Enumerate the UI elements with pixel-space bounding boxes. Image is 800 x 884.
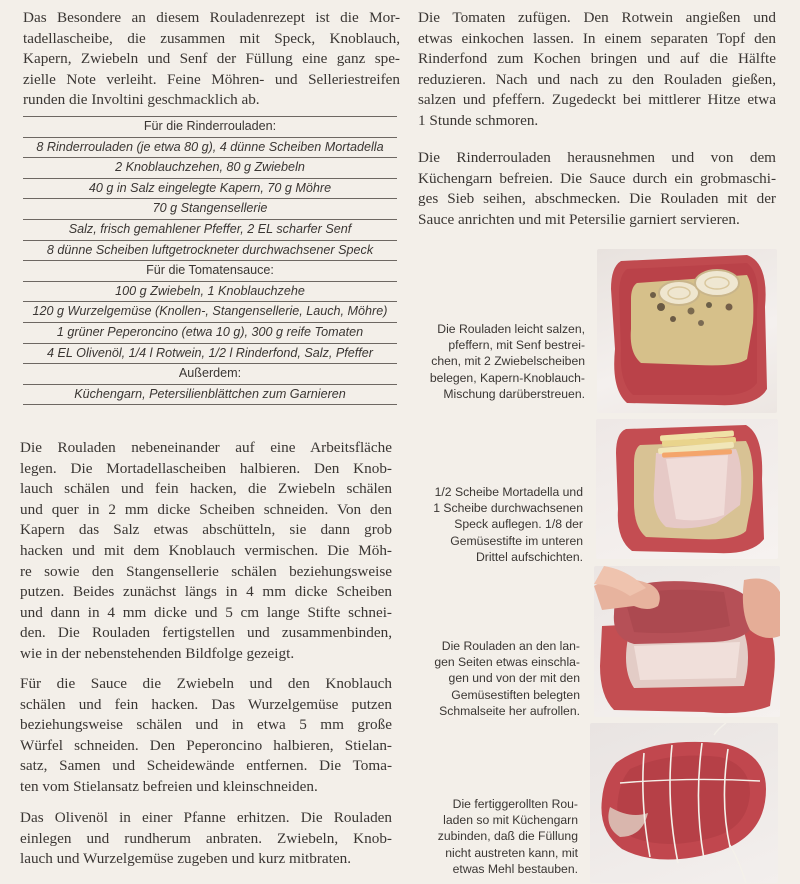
text-line: re sowie den Stangensellerie schälen beziehungsweise [20,562,392,580]
ingredient-heading-row [23,364,397,385]
caption-line: Die Rouladen an den lan- [441,639,580,653]
caption-line: 1/2 Scheibe Mortadella und [434,485,583,499]
caption-line: Gemüsestiften belegten [451,687,580,702]
caption-line: Mischung darüberstreuen. [443,386,585,401]
ingredient-row [23,322,397,343]
text-line: wie in der nebenstehenden Bildfolge gezeigt. [20,644,295,662]
text-line: Kapern, Zwiebeln und Senf der Füllung eine ganz spe- [23,50,400,68]
caption-line: Gemüsestifte im unteren [450,533,583,548]
ingredient-row [23,343,397,364]
text-line: Würfel schneiden. Den Peperoncino halbieren, Stielan- [20,736,392,754]
ingredient-row [23,158,397,179]
ingredient-item: 8 dünne Scheiben luftgetrockneter durchwachsener Speck [23,240,397,261]
text-line: ten vom Stielansatz befreien und kleinschneiden. [20,777,318,795]
text-line: Die Rinderrouladen herausnehmen und von dem [418,149,776,166]
text-line: putzen. Beides zunächst längs in 4 mm dicke Scheiben [20,583,392,601]
text-line: tadellascheibe, die zusammen mit Speck, Knoblauch, [23,29,400,47]
step-photo-tied-roll [590,723,778,883]
text-line: lauch schälen und fein hacken, die Zwiebeln schälen [20,480,392,498]
caption-line: nicht austreten kann, mit [445,845,578,860]
caption-line: 1 Scheibe durchwachsenen [433,501,583,516]
ingredient-row [23,384,397,405]
text-line: reduzieren. Nach und nach zu den Rouladen gießen, [418,70,776,88]
text-line: ges Sieb seihen, abschmecken. Die Rouladen mit der [418,190,776,208]
caption-line: Schmalseite her aufrollen. [439,703,580,718]
caption-line: Speck auflegen. 1/8 der [454,517,583,532]
ingredient-heading: Außerdem: [23,364,397,385]
text-line: Die Tomaten zufügen. Den Rotwein angießen und [418,9,776,26]
text-line: Für die Sauce die Zwiebeln und den Knoblauch [20,675,392,692]
ingredient-heading-row [23,117,397,138]
caption-line: etwas Mehl bestauben. [452,861,578,876]
text-line: zielle Note verleiht. Feine Möhren- und Selleriestreifen [23,70,400,88]
caption-line: Die fertiggerollten Rou- [452,797,578,811]
ingredient-row [23,302,397,323]
text-line: legen. Die Mortadellascheiben halbieren. Den Knob- [20,459,392,477]
ingredient-row [23,199,397,220]
text-line: und dann in 4 mm dicke und 5 cm lange Stifte schnei- [20,603,392,621]
step-photo-rolling [594,566,780,717]
ingredient-item: 4 EL Olivenöl, 1/4 l Rotwein, 1/2 l Rinderfond, Salz, Pfeffer [23,343,397,364]
ingredient-item: 8 Rinderrouladen (je etwa 80 g), 4 dünne Scheiben Mortadella [23,137,397,158]
text-line: etwas einkochen lassen. In einem separaten Topf den [418,29,776,47]
step-caption-1 [430,321,585,402]
sauce-paragraph [20,674,392,798]
frying-paragraph [20,808,392,870]
step-caption-4 [438,796,578,877]
caption-line: Drittel aufschichten. [475,549,583,564]
ingredient-heading: Für die Rinderrouladen: [23,117,397,138]
text-line: Rinderfond zum Kochen bringen und auf die Hälfte [418,50,776,68]
text-line: hacken und mit dem Knoblauch vermischen. Die Möh- [20,541,392,559]
ingredient-heading-row [23,261,397,282]
ingredient-item: Küchengarn, Petersilienblättchen zum Garnieren [23,384,397,405]
ingredient-row [23,240,397,261]
caption-line: chen, mit 2 Zwiebelscheiben [431,354,585,369]
text-line: satz, Samen und Scheidewände entfernen. Die Toma- [20,757,392,775]
caption-line: Die Rouladen leicht salzen, [437,322,585,336]
ingredient-row [23,178,397,199]
text-line: salzen und pfeffern. Zugedeckt bei mittlerer Hitze etwa [418,91,776,109]
intro-paragraph [23,8,400,111]
ingredients-table [23,116,397,405]
caption-line: belegen, Kapern-Knoblauch- [429,370,585,385]
text-line: beziehungsweise schälen und in etwa 5 mm große [20,716,392,734]
braising-paragraph [418,8,776,132]
text-line: Das Besondere an diesem Rouladenrezept ist die Mor- [23,9,400,26]
text-line: 1 Stunde schmoren. [418,111,539,129]
step-photo-mustard-onions [597,249,777,413]
ingredient-row [23,219,397,240]
text-line: Das Olivenöl in einer Pfanne erhitzen. Die Rouladen [20,809,392,826]
text-line: schälen und fein hacken. Das Wurzelgemüse putzen [20,695,392,713]
text-line: einlegen und rundherum anbraten. Zwiebeln, Knob- [20,829,392,847]
text-line: runden die Involtini geschmacklich ab. [23,91,260,109]
ingredient-item: Salz, frisch gemahlener Pfeffer, 2 EL scharfer Senf [23,219,397,240]
text-line: und quer in 2 mm dicke Scheiben schneiden. Von den [20,500,392,518]
caption-line: zubinden, daß die Füllung [437,829,578,844]
text-line: Die Rouladen nebeneinander auf eine Arbeitsfläche [20,439,392,456]
ingredient-item: 2 Knoblauchzehen, 80 g Zwiebeln [23,158,397,179]
text-line: Kapern das Salz etwas abschütteln, sie dann grob [20,521,392,539]
serving-paragraph [418,148,776,230]
step-caption-3 [434,638,580,719]
ingredient-item: 1 grüner Peperoncino (etwa 10 g), 300 g reife Tomaten [23,322,397,343]
caption-line: laden so mit Küchengarn [443,813,578,828]
text-line: Küchengarn befreien. Die Sauce durch ein grobmaschi- [418,169,776,187]
preparation-paragraph [20,438,392,665]
text-line: lauch und Wurzelgemüse zugeben und kurz mitbraten. [20,850,352,868]
step-caption-2 [433,484,583,565]
ingredient-row [23,281,397,302]
ingredient-item: 120 g Wurzelgemüse (Knollen-, Stangensellerie, Lauch, Möhre) [23,302,397,323]
caption-line: gen und von der mit den [448,671,580,686]
text-line: den. Die Rouladen fertigstellen und zusammenbinden, [20,624,392,642]
caption-line: pfeffern, mit Senf bestrei- [448,338,585,353]
ingredient-heading: Für die Tomatensauce: [23,261,397,282]
step-photo-mortadella-bacon [596,419,778,559]
ingredient-item: 40 g in Salz eingelegte Kapern, 70 g Möhre [23,178,397,199]
ingredient-item: 100 g Zwiebeln, 1 Knoblauchzehe [23,281,397,302]
text-line: Sauce anrichten und mit Petersilie garniert servieren. [418,210,740,228]
caption-line: gen Seiten etwas einschla- [434,655,580,670]
ingredient-row [23,137,397,158]
ingredient-item: 70 g Stangensellerie [23,199,397,220]
